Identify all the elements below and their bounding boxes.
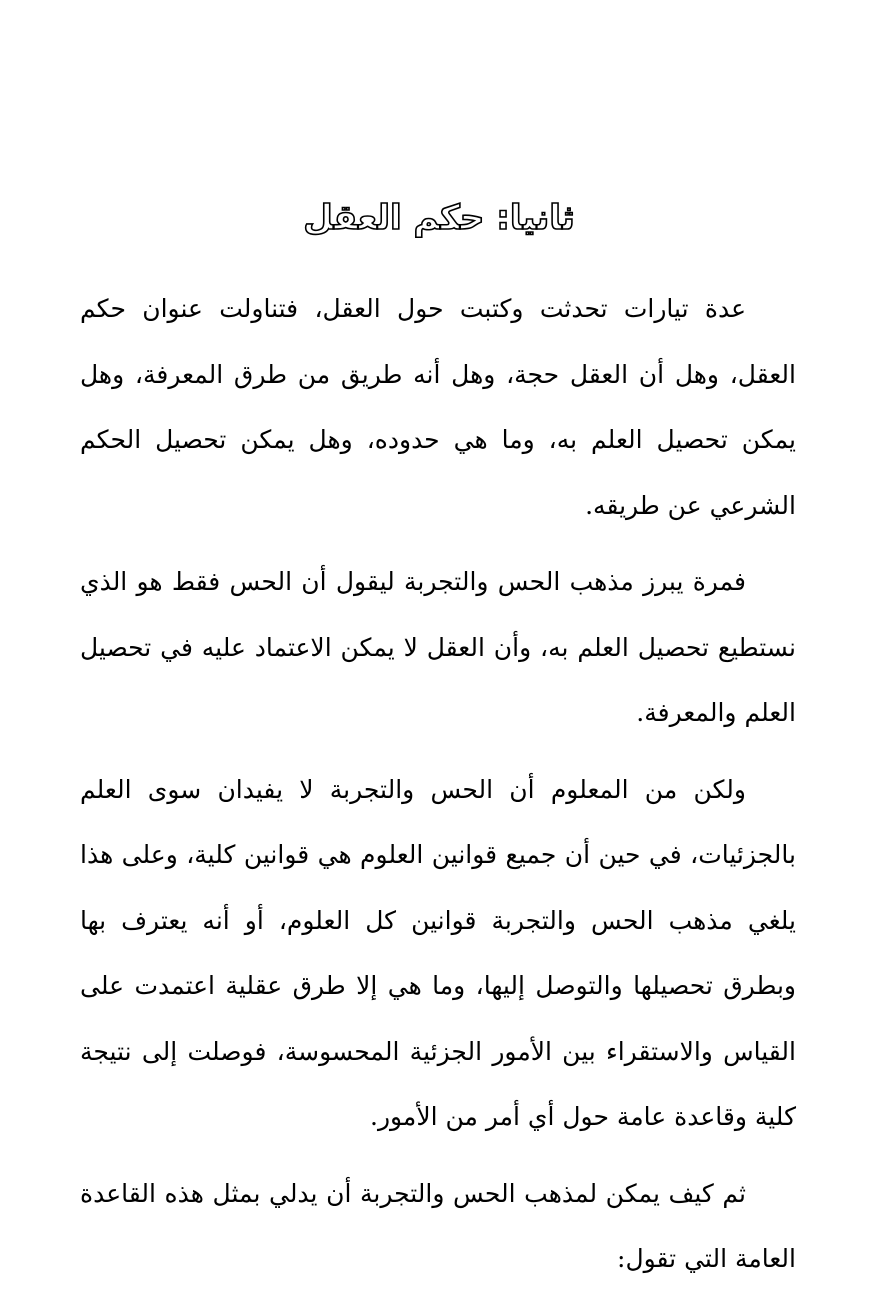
paragraph-2: فمرة يبرز مذهب الحس والتجربة ليقول أن الحس فقط هو الذي نستطيع تحصيل العلم به، وأن العقل لا يمكن الاعتماد عليه في تحصيل العلم والمعرفة.: [80, 567, 796, 727]
paragraph-3: ولكن من المعلوم أن الحس والتجربة لا يفيدان سوى العلم بالجزئيات، في حين أن جميع قوانين العلوم هي قوانين كلية، وعلى هذا يلغي مذهب الحس والتجربة قوانين كل العلوم، أو أنه يعترف بها وبطرق تحصيلها والتوصل إليها، وما هي إلا طرق عقلية اعتمدت على القياس والاستقراء بين الأمور الجزئية المحسوسة، فوصلت إلى نتيجة كلية وقاعدة عامة حول أي أمر من الأمور.: [80, 774, 796, 1131]
section-heading: ثانيا: حكم العقل: [303, 198, 575, 238]
paragraph-4: ثم كيف يمكن لمذهب الحس والتجربة أن يدلي بمثل هذه القاعدة العامة التي تقول:: [80, 1178, 796, 1273]
body-text: [80, 276, 796, 1303]
paragraph-1: عدة تيارات تحدثت وكتبت حول العقل، فتناولت عنوان حكم العقل، وهل أن العقل حجة، وهل أنه طريق من طرق المعرفة، وهل يمكن تحصيل العلم به، وما هي حدوده، وهل يمكن تحصيل الحكم الشرعي عن طريقه.: [80, 294, 796, 520]
